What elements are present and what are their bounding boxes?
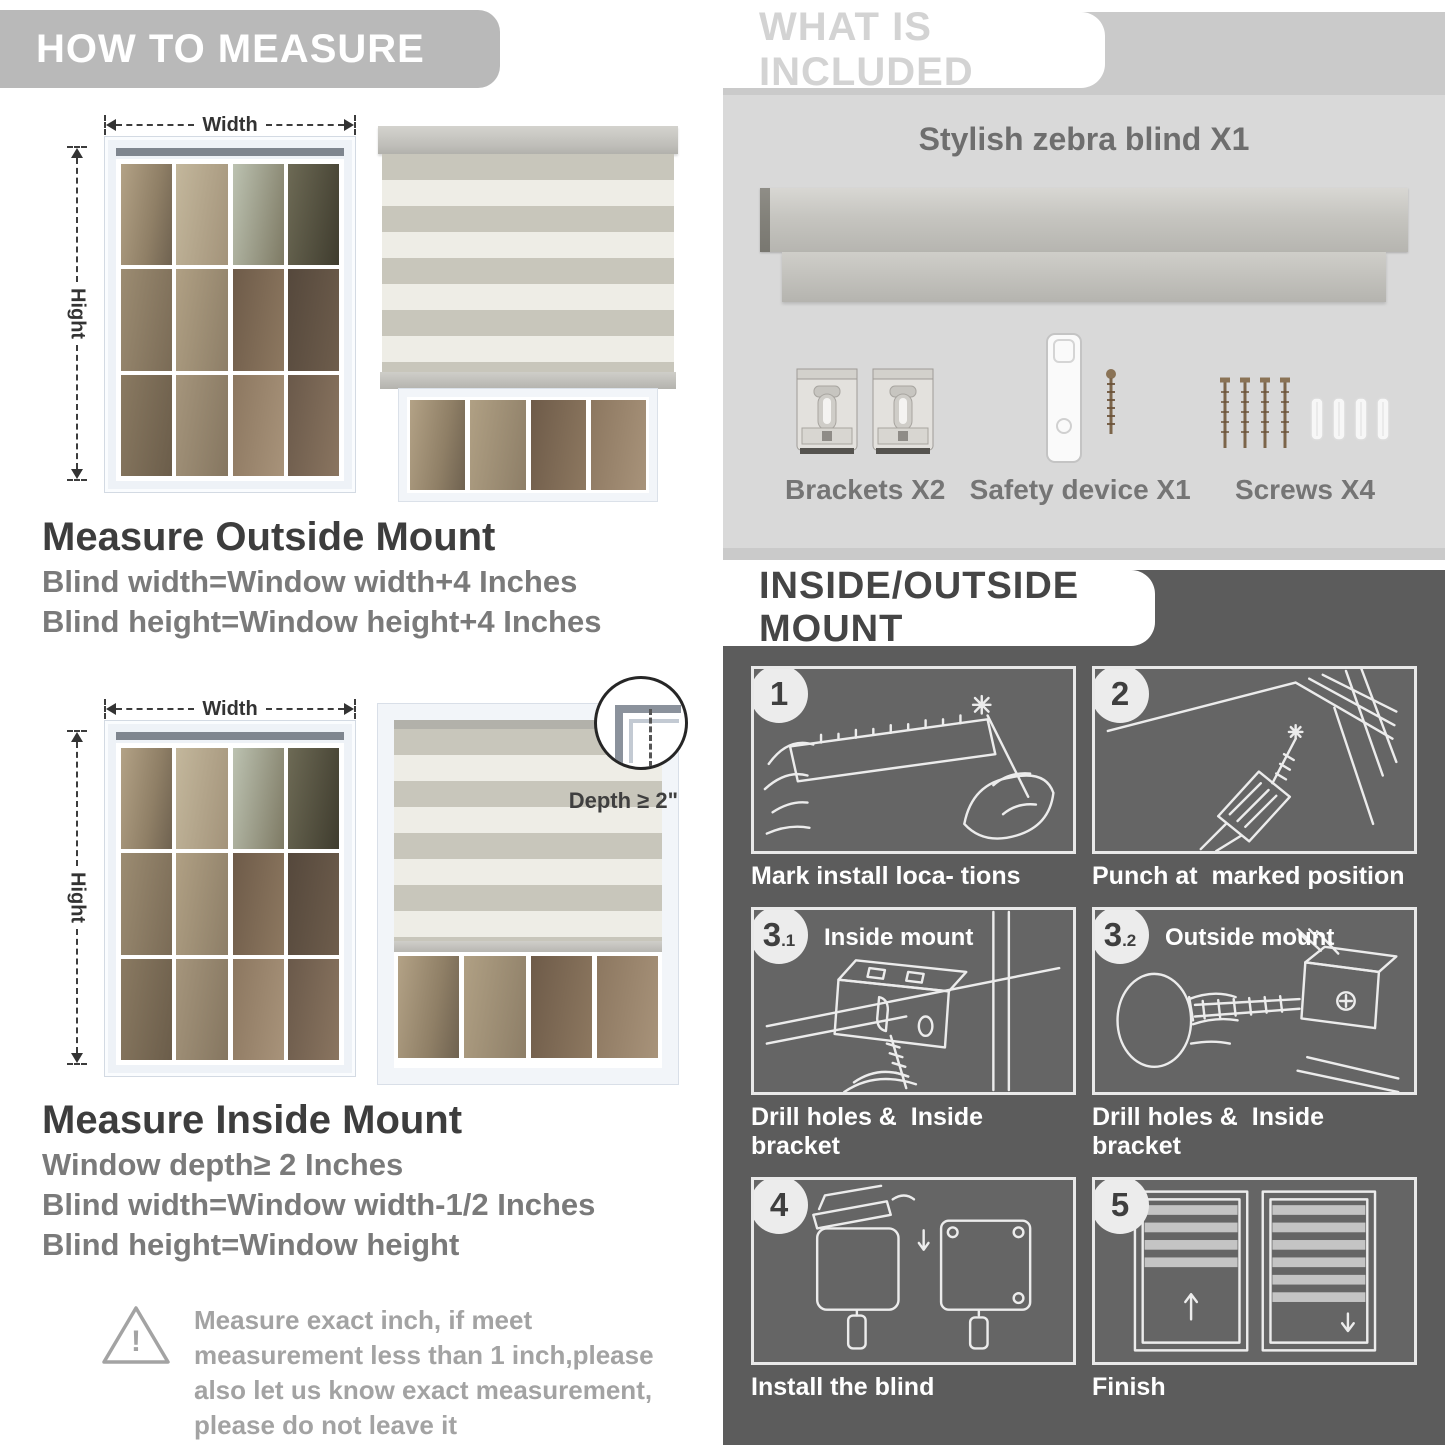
window-measure-figure-outside (58, 114, 356, 501)
arrow-left-icon (106, 703, 116, 715)
outside-mount-figures (58, 114, 723, 501)
inside-mount-title: Measure Inside Mount (42, 1098, 463, 1142)
blind-bottomrail (394, 941, 662, 952)
installation-steps-grid (751, 666, 1417, 1402)
included-parts-row (785, 330, 1395, 506)
arrow-right-icon (344, 703, 354, 715)
step-number-badge: 3 .2 (1092, 907, 1149, 964)
warning-icon (100, 1303, 172, 1367)
depth-label: Depth ≥ 2" (568, 788, 678, 813)
inside-mount-rule-height: Blind height=Window height (42, 1227, 460, 1262)
step-5-panel (1092, 1177, 1417, 1365)
inside-outside-mount-section (723, 565, 1445, 1445)
window-peek (394, 952, 662, 1068)
inside-mount-rule-width: Blind width=Window width-1/2 Inches (42, 1187, 596, 1222)
width-dimension-line (104, 698, 356, 720)
window-photo (104, 136, 356, 493)
arrow-down-icon (71, 469, 83, 479)
step-5 (1092, 1177, 1417, 1402)
step-3-2-title: Outside mount (1165, 924, 1335, 951)
right-section (723, 0, 1445, 1445)
how-to-measure-title: HOW TO MEASURE (36, 26, 425, 71)
zebra-blind-headrail-figure (760, 188, 1408, 302)
window-peek (399, 389, 657, 501)
safety-device-figure (1025, 330, 1135, 468)
blind-quantity-label: Stylish zebra blind X1 (918, 121, 1250, 157)
brackets-figure (794, 330, 936, 468)
exclamation-glyph: ! (131, 1325, 141, 1358)
included-panel (723, 95, 1445, 548)
height-label: Hight (66, 871, 89, 924)
brackets-item (785, 330, 945, 506)
what-is-included-title: WHAT IS INCLUDED (759, 5, 974, 94)
step-number-badge: 3 .1 (751, 907, 808, 964)
blind-bottomrail (380, 372, 676, 389)
zebra-stripes (382, 154, 674, 372)
brackets-label: Brackets X2 (785, 474, 946, 505)
step-2 (1092, 666, 1417, 891)
blind-headrail (378, 126, 678, 154)
step-3-2 (1092, 907, 1417, 1161)
step-1 (751, 666, 1076, 891)
step-3-1-title: Inside mount (824, 924, 974, 951)
width-dimension-line (104, 114, 356, 136)
what-is-included-section (723, 5, 1445, 560)
inside-outside-mount-header (723, 565, 1155, 650)
warning-text: Measure exact inch, if meet measurement less than 1 inch,please also let us know exact measurement, please do not leave it (194, 1305, 654, 1441)
measurement-warning (100, 1303, 660, 1443)
inside-outside-mount-title: INSIDE/OUTSIDE MOUNT (759, 565, 1080, 650)
step-2-caption: Punch at marked position (1092, 862, 1405, 890)
width-label: Width (202, 113, 258, 136)
how-to-measure-header (0, 10, 500, 88)
safety-device-label: Safety device X1 (969, 474, 1191, 505)
height-dimension-line (66, 730, 88, 1065)
width-label: Width (202, 697, 258, 720)
safety-device-icon (1025, 330, 1135, 468)
step-2-panel (1092, 666, 1417, 854)
step-4 (751, 1177, 1076, 1402)
height-dimension-line (66, 146, 88, 481)
screws-label: Screws X4 (1234, 474, 1376, 505)
step-4-caption: Install the blind (751, 1373, 935, 1401)
step-number-badge: 4 (751, 1177, 808, 1234)
arrow-up-icon (71, 732, 83, 742)
step-4-panel (751, 1177, 1076, 1365)
arrow-left-icon (106, 119, 116, 131)
step-3-1 (751, 907, 1076, 1161)
step-1-caption: Mark install loca- tions (751, 862, 1021, 890)
inside-mount-blind-figure (378, 704, 678, 1084)
outside-mount-rule-width: Blind width=Window width+4 Inches (42, 564, 578, 599)
step-1-panel (751, 666, 1076, 854)
arrow-right-icon (344, 119, 354, 131)
screws-and-anchors-icon (1215, 368, 1395, 468)
window-photo (104, 720, 356, 1077)
what-is-included-header (723, 5, 1105, 94)
height-label: Hight (66, 287, 89, 340)
arrow-up-icon (71, 148, 83, 158)
outside-mount-title: Measure Outside Mount (42, 515, 496, 559)
step-number-badge: 1 (751, 666, 808, 723)
step-3-1-panel (751, 907, 1076, 1095)
step-number-badge: 5 (1092, 1177, 1149, 1234)
bracket-icon (794, 364, 860, 468)
outside-mount-blind-figure (378, 126, 678, 501)
screws-figure (1215, 330, 1395, 468)
inside-mount-figures (58, 698, 723, 1084)
step-3-2-caption: Drill holes & Inside bracket (1092, 1103, 1331, 1160)
step-5-caption: Finish (1092, 1373, 1166, 1401)
step-3-2-panel (1092, 907, 1417, 1095)
screws-item (1215, 330, 1395, 506)
step-3-1-caption: Drill holes & Inside bracket (751, 1103, 990, 1160)
bracket-icon (870, 364, 936, 468)
inside-mount-rule-depth: Window depth≥ 2 Inches (42, 1147, 404, 1182)
depth-magnifier-icon (594, 676, 688, 770)
window-measure-figure-inside (58, 698, 356, 1084)
safety-device-item (970, 330, 1191, 506)
outside-mount-rule-height: Blind height=Window height+4 Inches (42, 604, 602, 639)
step-number-badge: 2 (1092, 666, 1149, 723)
arrow-down-icon (71, 1053, 83, 1063)
